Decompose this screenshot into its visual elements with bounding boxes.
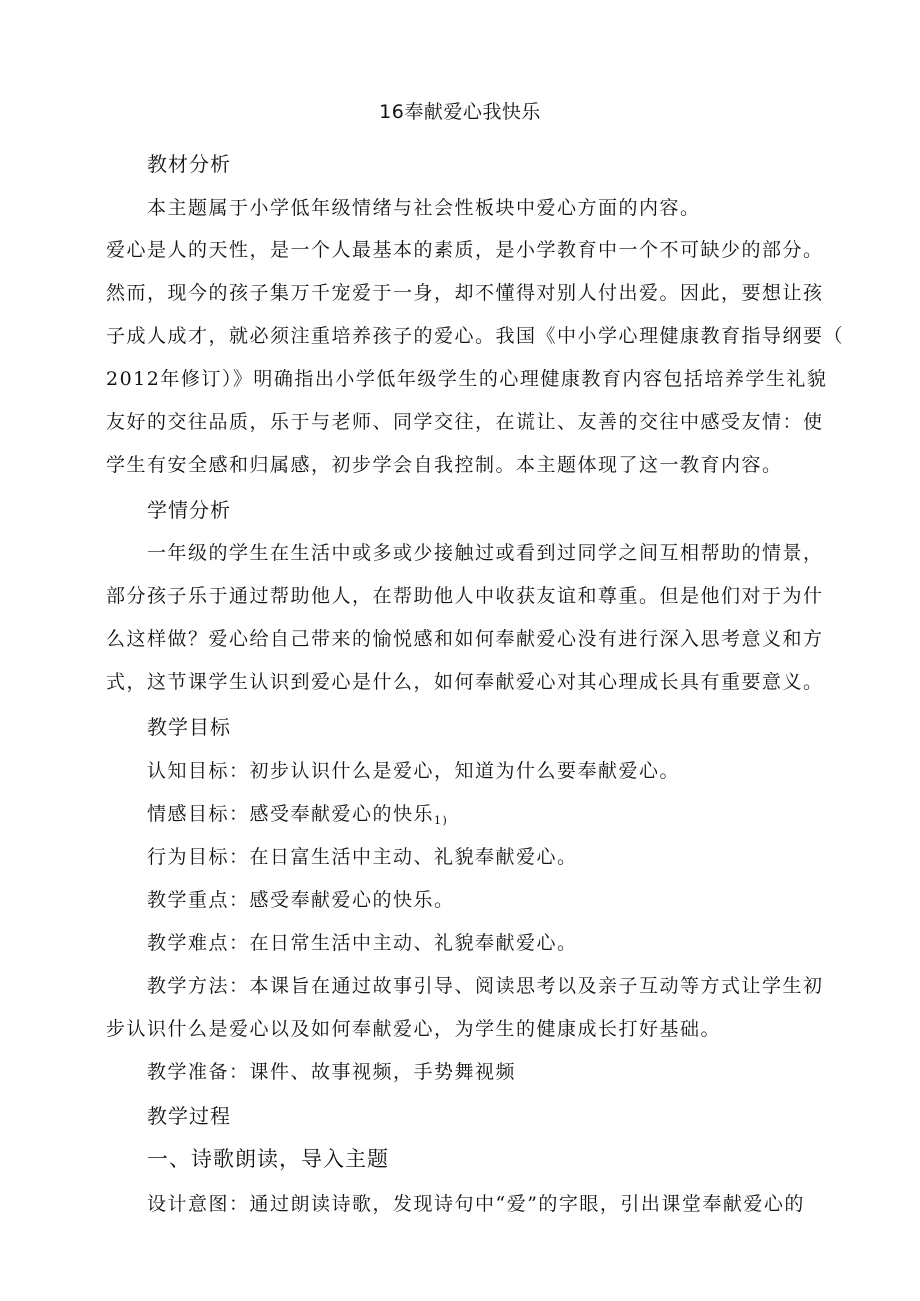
teaching-key-point: 教学重点：感受奉献爱心的快乐。: [147, 889, 455, 911]
analysis-line-6: 友好的交往品质，乐于与老师、同学交往，在谎让、友善的交往中感受友情：使: [106, 411, 824, 433]
section-heading-analysis: 教材分析: [147, 152, 231, 176]
goal-emotional-mark: 1): [434, 814, 449, 827]
analysis-line-5: 2012年修订）》明确指出小学低年级学生的心理健康教育内容包括培养学生礼貌: [106, 368, 828, 390]
analysis-line-4: 子成人成才，就必须注重培养孩子的爱心。我国《中小学心理健康教育指导纲要（: [106, 325, 845, 347]
learners-line-3: 么这样做？爱心给自己带来的愉悦感和如何奉献爱心没有进行深入思考意义和方: [106, 628, 824, 650]
goal-behavioral: 行为目标：在日富生活中主动、礼貌奉献爱心。: [147, 846, 578, 868]
analysis-line-7: 学生有安全感和归属感，初步学会自我控制。本主题体现了这一教育内容。: [106, 454, 783, 476]
analysis-line-2: 爱心是人的天性，是一个人最基本的素质，是小学教育中一个不可缺少的部分。: [106, 239, 824, 261]
teaching-method-line-1: 教学方法：本课旨在通过故事引导、阅读思考以及亲子互动等方式让学生初: [147, 975, 824, 997]
process-design-intent: 设计意图：通过朗读诗歌，发现诗句中“爱”的字眼，引出课堂奉献爱心的: [147, 1193, 805, 1215]
goal-cognitive: 认知目标：初步认识什么是爱心，知道为什么要奉献爱心。: [147, 760, 681, 782]
section-heading-learners: 学情分析: [147, 498, 231, 522]
teaching-difficulty: 教学难点：在日常生活中主动、礼貌奉献爱心。: [147, 932, 578, 954]
analysis-line-3: 然而，现今的孩子集万千宠爱于一身，却不懂得对别人付出爱。因此，要想让孩: [106, 282, 824, 304]
section-heading-process: 教学过程: [147, 1104, 231, 1128]
document-title: 16奉献爱心我快乐: [379, 101, 541, 123]
process-step-1-heading: 一、诗歌朗读，导入主题: [147, 1147, 389, 1171]
learners-line-1: 一年级的学生在生活中或多或少接触过或看到过同学之间互相帮助的情景，: [147, 542, 824, 564]
learners-line-2: 部分孩子乐于通过帮助他人，在帮助他人中收获友谊和尊重。但是他们对于为什: [106, 585, 824, 607]
teaching-method-line-2: 步认识什么是爱心以及如何奉献爱心，为学生的健康成长打好基础。: [106, 1018, 722, 1040]
goal-emotional-text: 情感目标：感受奉献爱心的快乐: [147, 803, 435, 825]
analysis-line-1: 本主题属于小学低年级情绪与社会性板块中爱心方面的内容。: [147, 197, 701, 219]
goal-emotional: [147, 800, 448, 835]
section-heading-goals: 教学目标: [147, 715, 231, 739]
learners-line-4: 式，这节课学生认识到爱心是什么，如何奉献爱心对其心理成长具有重要意义。: [106, 671, 824, 693]
teaching-preparation: 教学准备：课件、故事视频，手势舞视频: [147, 1061, 517, 1083]
